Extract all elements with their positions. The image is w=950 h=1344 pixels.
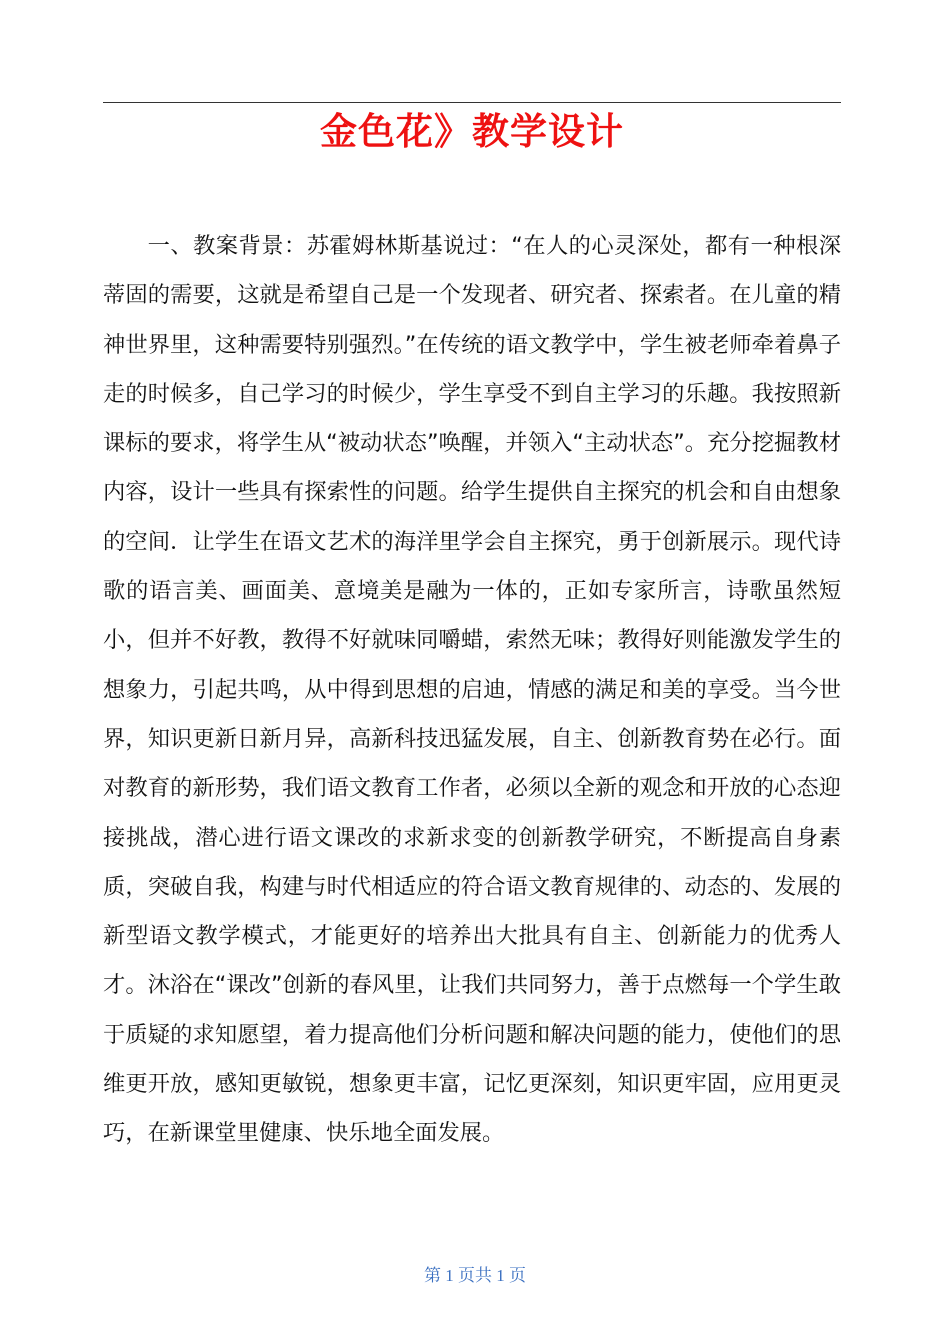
header-rule xyxy=(103,102,841,103)
body-paragraph: 一、教案背景：苏霍姆林斯基说过：“在人的心灵深处，都有一种根深蒂固的需要，这就是希望自己是一个发现者、研究者、探索者。在儿童的精神世界里，这种需要特别强烈。”在传统的语文教学中，学生被老师牵着鼻子走的时候多，自己学习的时候少，学生享受不到自主学习的乐趣。我按照新课标的要求，将学生从“被动状态”唤醒，并领入“主动状态”。充分挖掘教材内容，设计一些具有探索性的问题。给学生提供自主探究的机会和自由想象的空间．让学生在语文艺术的海洋里学会自主探究，勇于创新展示。现代诗歌的语言美、画面美、意境美是融为一体的，正如专家所言，诗歌虽然短小，但并不好教，教得不好就味同嚼蜡，索然无味；教得好则能激发学生的想象力，引起共鸣，从中得到思想的启迪，情感的满足和美的享受。当今世界，知识更新日新月异，高新科技迅猛发展，自主、创新教育势在必行。面对教育的新形势，我们语文教育工作者，必须以全新的观念和开放的心态迎接挑战，潜心进行语文课改的求新求变的创新教学研究，不断提高自身素质，突破自我，构建与时代相适应的符合语文教育规律的、动态的、发展的新型语文教学模式，才能更好的培养出大批具有自主、创新能力的优秀人才。沐浴在“课改”创新的春风里，让我们共同努力，善于点燃每一个学生敢于质疑的求知愿望，着力提高他们分析问题和解决问题的能力，使他们的思维更开放，感知更敏锐，想象更丰富，记忆更深刻，知识更牢固，应用更灵巧，在新课堂里健康、快乐地全面发展。 xyxy=(103,233,841,1147)
page-number-footer: 第 1 页共 1 页 xyxy=(424,1266,526,1285)
document-title: 金色花》教学设计 xyxy=(320,110,624,153)
